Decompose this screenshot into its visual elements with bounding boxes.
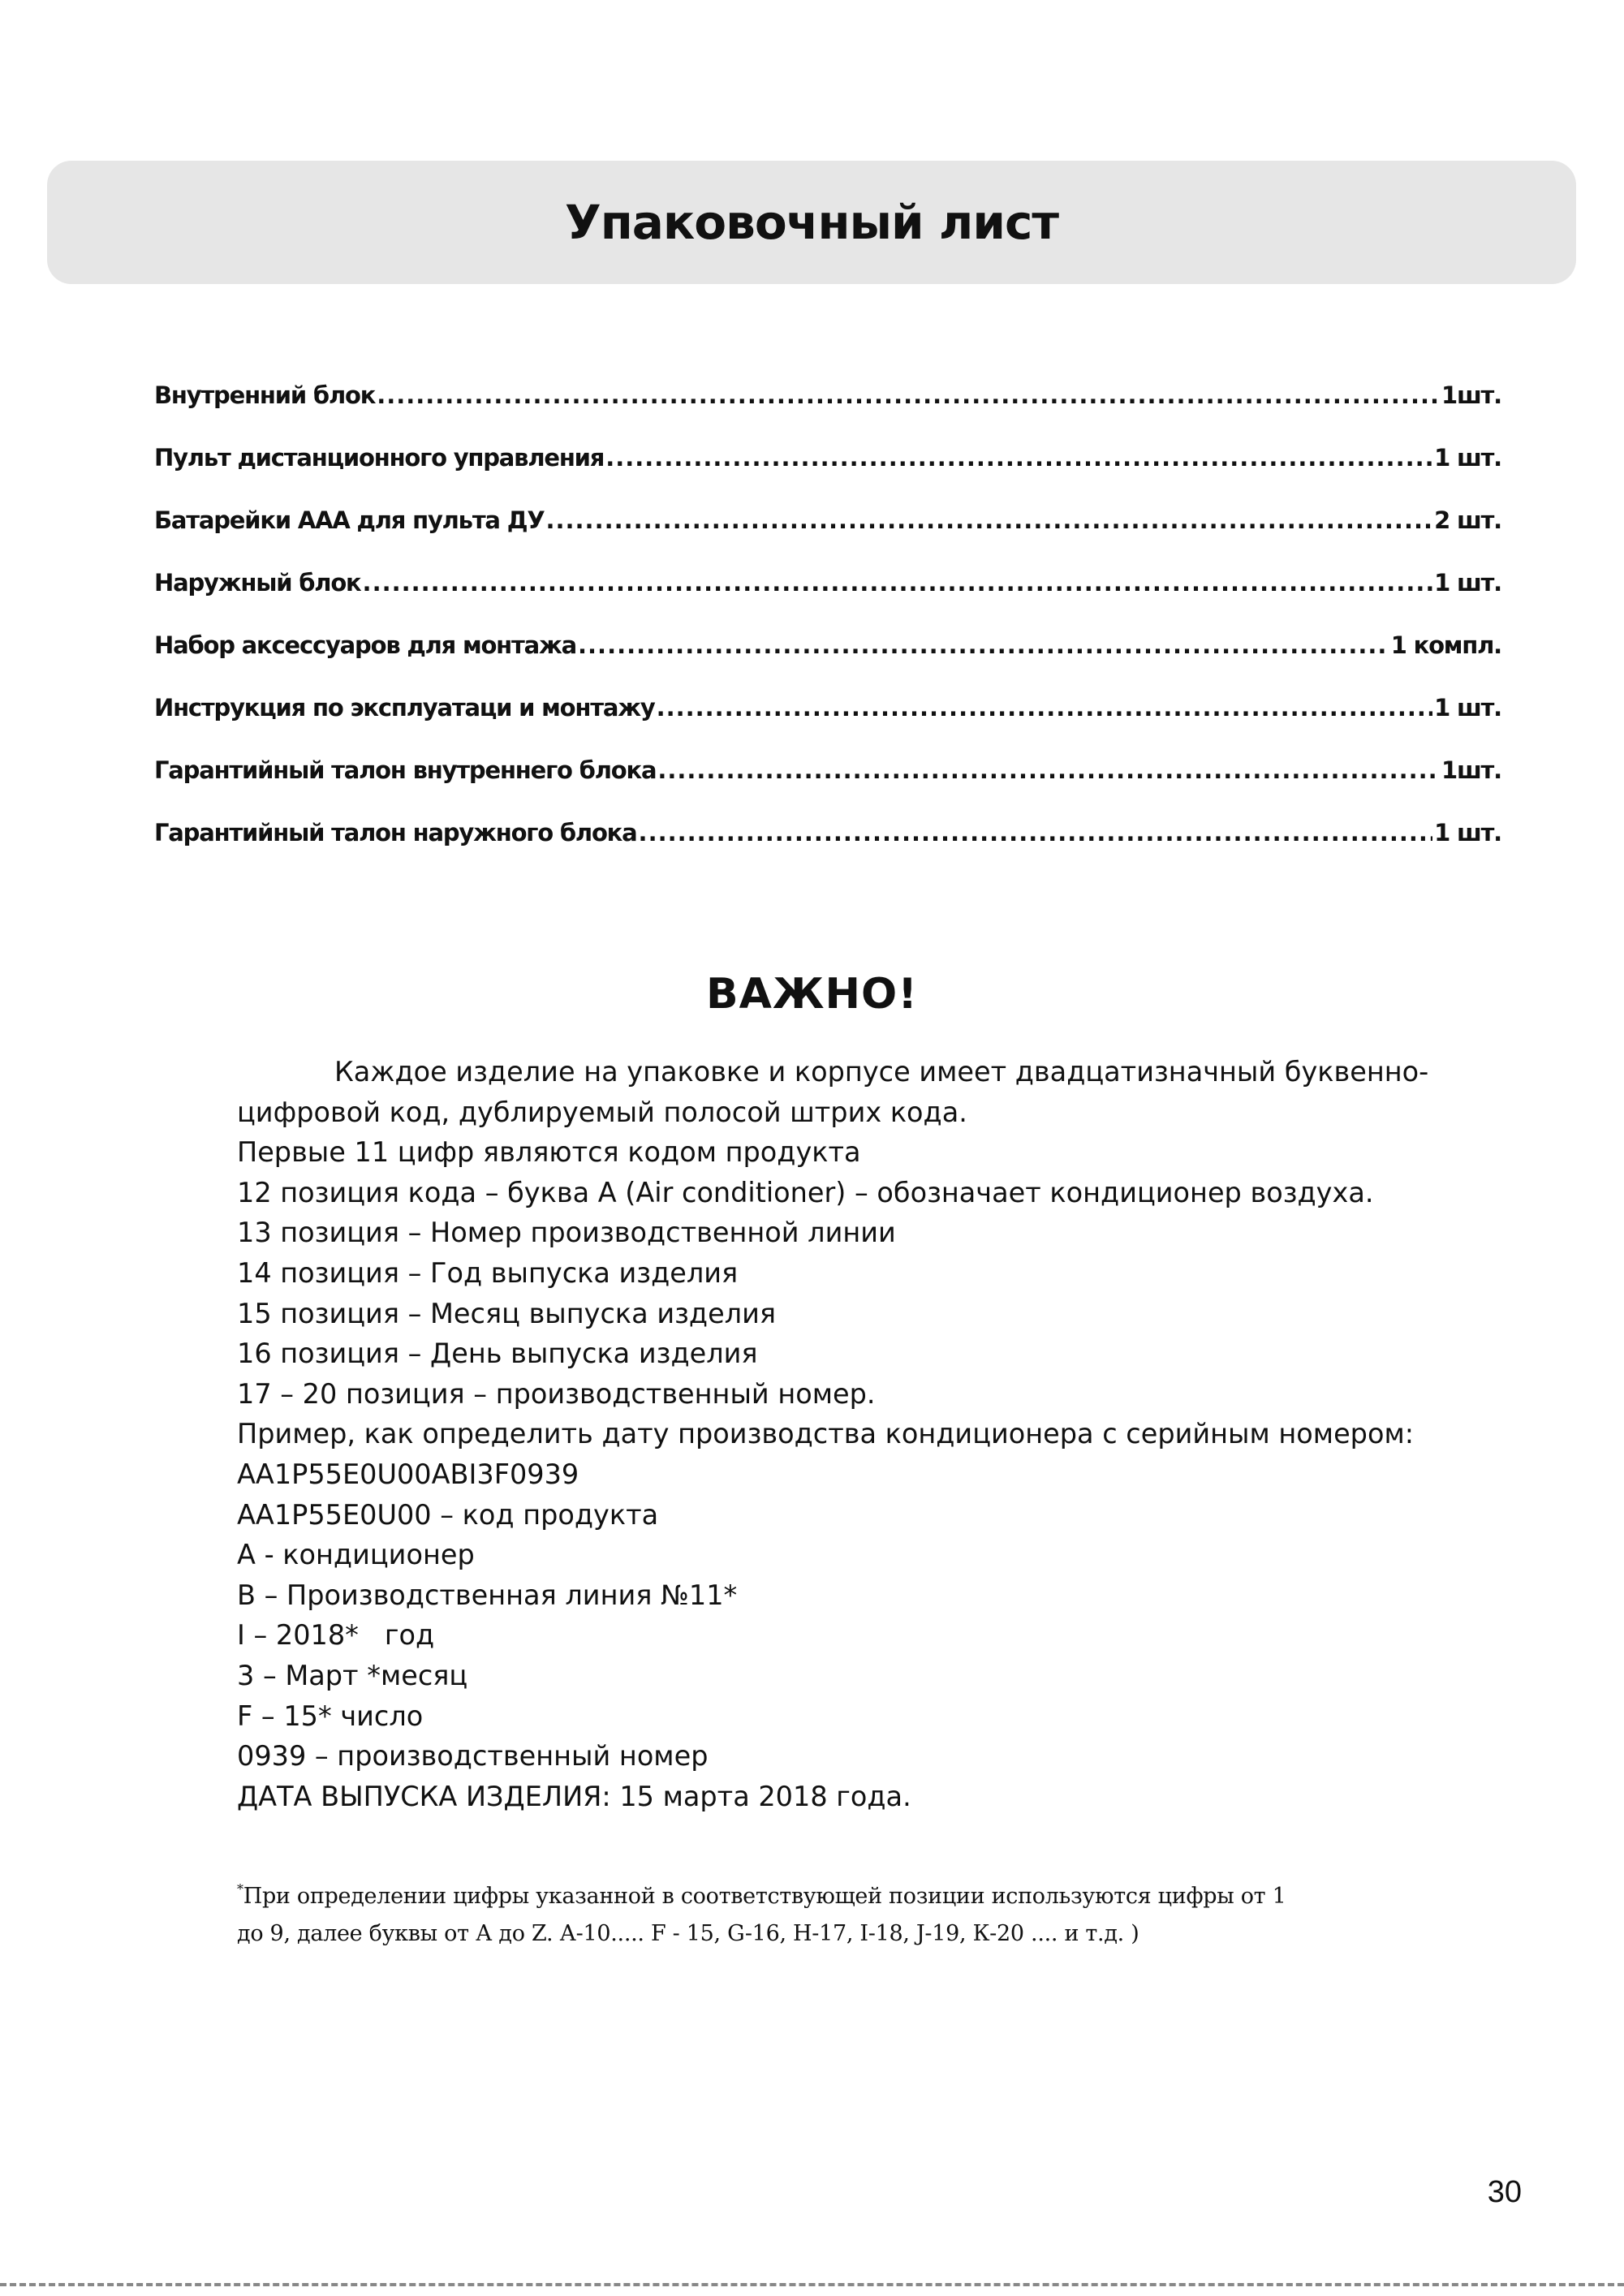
text-line: 0939 – производственный номер (237, 1740, 709, 1773)
text-line: 3 – Март *месяц (237, 1659, 468, 1691)
packing-list-item (154, 756, 1501, 819)
text-line: 16 позиция – День выпуска изделия (237, 1338, 758, 1370)
serial-number-example: АА1Р55Е0U00ABI3F0939 (237, 1458, 579, 1490)
item-quantity: 1 шт. (1434, 694, 1501, 722)
dot-leader (639, 819, 1433, 846)
dot-leader (578, 631, 1389, 659)
item-quantity: 2 шт. (1434, 506, 1501, 534)
text-line: 12 позиция кода – буква А (Air conditioner) – обозначает кондиционер воздуха. (237, 1176, 1374, 1208)
text-line: I – 2018* год (237, 1619, 435, 1652)
text-line: АА1Р55Е0U00 – код продукта (237, 1498, 659, 1531)
dot-leader (657, 756, 1440, 784)
footnote-marker: * (237, 1881, 243, 1897)
item-quantity: 1 шт. (1434, 819, 1501, 846)
packing-list-item (154, 444, 1501, 506)
item-quantity: 1шт. (1441, 756, 1501, 784)
footnote-line (237, 1871, 1430, 1915)
packing-list-item (154, 569, 1501, 631)
important-text (237, 1052, 1430, 1816)
packing-list-item (154, 631, 1501, 694)
bottom-divider (0, 2283, 1624, 2286)
footnote (237, 1871, 1430, 1953)
text-line: Первые 11 цифр являются кодом продукта (237, 1136, 861, 1169)
item-name: Наружный блок (154, 569, 361, 597)
item-name: Пульт дистанционного управления (154, 444, 605, 472)
item-quantity: 1 компл. (1390, 631, 1501, 659)
item-quantity: 1 шт. (1434, 444, 1501, 472)
item-name: Батарейки ААА для пульта ДУ (154, 506, 545, 534)
packing-list (154, 381, 1501, 881)
footnote-line: до 9, далее буквы от А до Z. А-10..... F - 15, G-16, H-17, I-18, J-19, К-20 .... и т.д. ) (237, 1921, 1139, 1946)
text-line: Пример, как определить дату производства кондиционера с серийным номером: (237, 1418, 1415, 1450)
text-line: 13 позиция – Номер производственной линии (237, 1217, 896, 1249)
text-line: 14 позиция – Год выпуска изделия (237, 1256, 739, 1289)
item-quantity: 1шт. (1441, 381, 1501, 409)
text-line: В – Производственная линия №11* (237, 1579, 738, 1611)
packing-list-item (154, 381, 1501, 444)
dot-leader (657, 694, 1433, 722)
item-name: Инструкция по эксплуатаци и монтажу (154, 694, 655, 722)
text-line: А - кондиционер (237, 1539, 475, 1571)
text-line: F – 15* число (237, 1699, 424, 1732)
dot-leader (605, 444, 1432, 472)
item-name: Гарантийный талон внутреннего блока (154, 756, 657, 784)
important-heading: ВАЖНО! (706, 970, 918, 1019)
item-name: Гарантийный талон наружного блока (154, 819, 637, 846)
item-quantity: 1 шт. (1434, 569, 1501, 597)
text-line: цифровой код, дублируемый полосой штрих кода. (237, 1096, 967, 1128)
packing-list-item (154, 506, 1501, 569)
item-name: Внутренний блок (154, 381, 376, 409)
dot-leader (363, 569, 1433, 597)
page-title: Упаковочный лист (565, 195, 1058, 250)
text-line: Каждое изделие на упаковке и корпусе имеет двадцатизначный буквенно- (334, 1056, 1429, 1088)
item-name: Набор аксессуаров для монтажа (154, 631, 577, 659)
production-date-line: ДАТА ВЫПУСКА ИЗДЕЛИЯ: 15 марта 2018 года. (237, 1780, 911, 1812)
text-line: 15 позиция – Месяц выпуска изделия (237, 1297, 777, 1329)
header-band (47, 161, 1576, 284)
packing-list-item (154, 694, 1501, 756)
text-line: 17 – 20 позиция – производственный номер. (237, 1377, 876, 1410)
dot-leader (545, 506, 1432, 534)
packing-list-item (154, 819, 1501, 881)
footnote-text: При определении цифры указанной в соответствующей позиции используются цифры от 1 (243, 1884, 1286, 1909)
dot-leader (377, 381, 1440, 409)
page-number: 30 (1487, 2175, 1522, 2209)
